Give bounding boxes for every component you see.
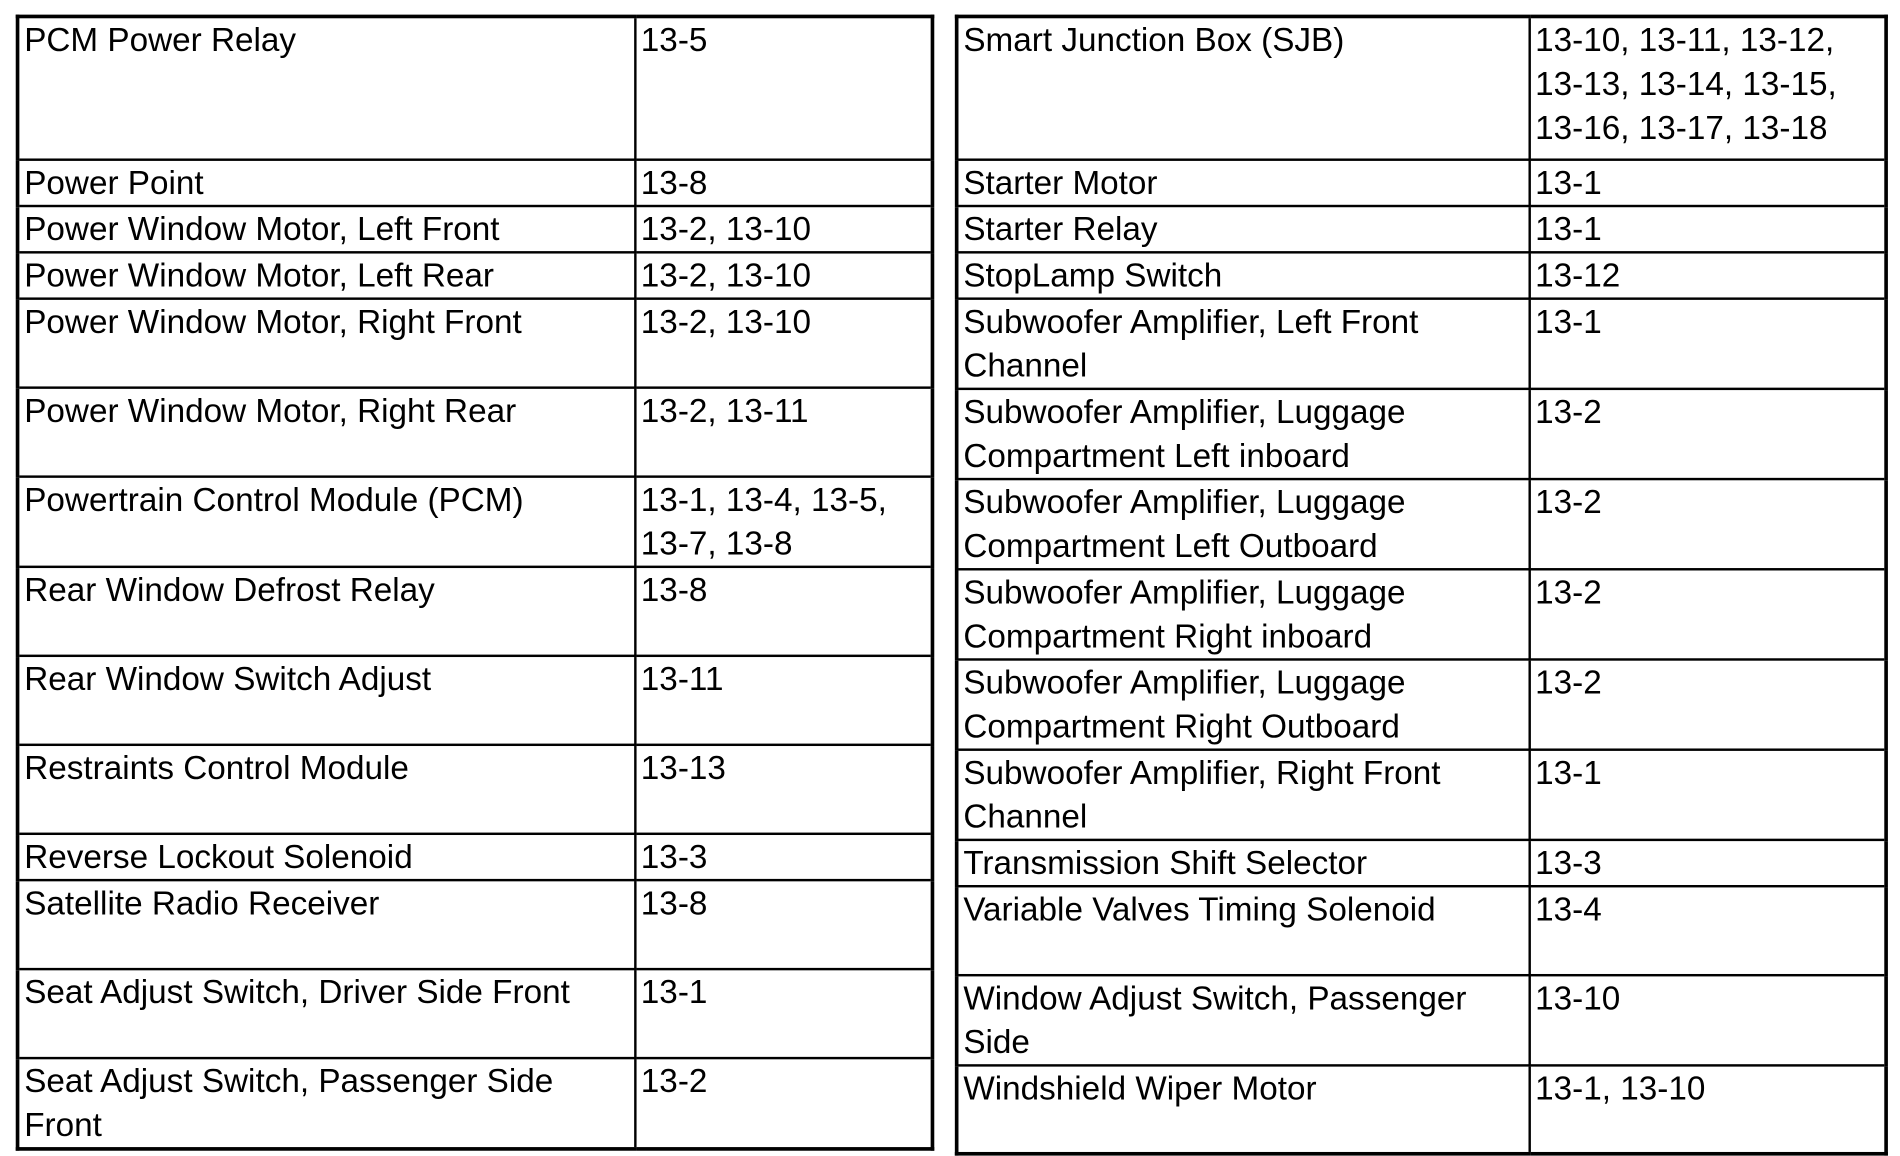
left-component-table <box>16 15 935 1150</box>
page-reference-cell: 13-1 <box>635 968 933 1057</box>
table-row <box>957 388 1886 478</box>
table-row <box>18 387 933 476</box>
component-name-cell: Power Window Motor, Left Rear <box>18 252 635 298</box>
page-reference-cell: 13-8 <box>635 159 933 205</box>
table-row <box>957 975 1886 1065</box>
page-reference-cell: 13-5 <box>635 16 933 159</box>
page-reference-cell: 13-2 <box>1529 569 1886 659</box>
component-name-cell: Rear Window Defrost Relay <box>18 566 635 655</box>
component-name-cell: Satellite Radio Receiver <box>18 880 635 969</box>
page-reference-cell: 13-10, 13-11, 13-12, 13-13, 13-14, 13-15, 13-16, 13-17, 13-18 <box>1529 16 1886 159</box>
table-row <box>18 744 933 833</box>
component-name-cell: Windshield Wiper Motor <box>957 1065 1529 1154</box>
component-name-cell: Subwoofer Amplifier, Left Front Channel <box>957 298 1529 388</box>
page-reference-cell: 13-8 <box>635 566 933 655</box>
component-name-cell: Reverse Lockout Solenoid <box>18 833 635 879</box>
page-reference-cell: 13-2, 13-10 <box>635 252 933 298</box>
table-row <box>18 833 933 879</box>
component-name-cell: Seat Adjust Switch, Driver Side Front <box>18 968 635 1057</box>
table-row <box>18 298 933 387</box>
page-reference-cell: 13-13 <box>635 744 933 833</box>
component-name-cell: Starter Motor <box>957 159 1529 205</box>
page-reference-cell: 13-3 <box>635 833 933 879</box>
component-name-cell: Starter Relay <box>957 205 1529 251</box>
component-name-cell: Variable Valves Timing Solenoid <box>957 886 1529 975</box>
page-reference-cell: 13-1 <box>1529 205 1886 251</box>
component-name-cell: Smart Junction Box (SJB) <box>957 16 1529 159</box>
page-reference-cell: 13-2 <box>1529 659 1886 749</box>
table-row <box>957 749 1886 839</box>
table-row <box>18 1057 933 1148</box>
table-row <box>957 569 1886 659</box>
table-row <box>957 478 1886 568</box>
page-reference-cell: 13-12 <box>1529 252 1886 298</box>
page-reference-cell: 13-2 <box>1529 478 1886 568</box>
page-reference-cell: 13-2 <box>635 1057 933 1148</box>
component-name-cell: Subwoofer Amplifier, Right Front Channel <box>957 749 1529 839</box>
table-row <box>957 159 1886 205</box>
component-name-cell: Power Window Motor, Right Front <box>18 298 635 387</box>
right-component-table <box>955 15 1888 1156</box>
page-reference-cell: 13-10 <box>1529 975 1886 1065</box>
table-row <box>18 205 933 251</box>
page-reference-cell: 13-1, 13-10 <box>1529 1065 1886 1154</box>
component-name-cell: Power Window Motor, Left Front <box>18 205 635 251</box>
component-name-cell: StopLamp Switch <box>957 252 1529 298</box>
table-row <box>18 252 933 298</box>
component-name-cell: Subwoofer Amplifier, Luggage Compartment Right inboard <box>957 569 1529 659</box>
page-reference-cell: 13-4 <box>1529 886 1886 975</box>
page-reference-cell: 13-2 <box>1529 388 1886 478</box>
component-name-cell: Seat Adjust Switch, Passenger Side Front <box>18 1057 635 1148</box>
component-name-cell: Transmission Shift Selector <box>957 839 1529 885</box>
table-row <box>957 839 1886 885</box>
table-row <box>957 298 1886 388</box>
table-row <box>957 886 1886 975</box>
page-reference-cell: 13-1 <box>1529 749 1886 839</box>
table-row <box>18 159 933 205</box>
component-name-cell: Window Adjust Switch, Passenger Side <box>957 975 1529 1065</box>
page-reference-cell: 13-2, 13-10 <box>635 298 933 387</box>
page-reference-cell: 13-1 <box>1529 298 1886 388</box>
page-reference-cell: 13-3 <box>1529 839 1886 885</box>
table-row <box>957 252 1886 298</box>
component-name-cell: Subwoofer Amplifier, Luggage Compartment Right Outboard <box>957 659 1529 749</box>
table-row <box>18 968 933 1057</box>
table-row <box>18 880 933 969</box>
page-reference-cell: 13-8 <box>635 880 933 969</box>
table-row <box>957 205 1886 251</box>
component-name-cell: Subwoofer Amplifier, Luggage Compartment Left inboard <box>957 388 1529 478</box>
component-name-cell: Power Point <box>18 159 635 205</box>
table-row <box>18 566 933 655</box>
component-name-cell: PCM Power Relay <box>18 16 635 159</box>
component-name-cell: Powertrain Control Module (PCM) <box>18 476 635 566</box>
table-row <box>18 16 933 159</box>
component-name-cell: Power Window Motor, Right Rear <box>18 387 635 476</box>
table-row <box>18 655 933 744</box>
table-row <box>18 476 933 566</box>
page-reference-cell: 13-11 <box>635 655 933 744</box>
component-name-cell: Subwoofer Amplifier, Luggage Compartment Left Outboard <box>957 478 1529 568</box>
page-reference-cell: 13-2, 13-10 <box>635 205 933 251</box>
page-reference-cell: 13-1, 13-4, 13-5, 13-7, 13-8 <box>635 476 933 566</box>
page-reference-cell: 13-2, 13-11 <box>635 387 933 476</box>
page-reference-cell: 13-1 <box>1529 159 1886 205</box>
table-row <box>957 659 1886 749</box>
table-row <box>957 16 1886 159</box>
component-name-cell: Rear Window Switch Adjust <box>18 655 635 744</box>
table-row <box>957 1065 1886 1154</box>
component-name-cell: Restraints Control Module <box>18 744 635 833</box>
